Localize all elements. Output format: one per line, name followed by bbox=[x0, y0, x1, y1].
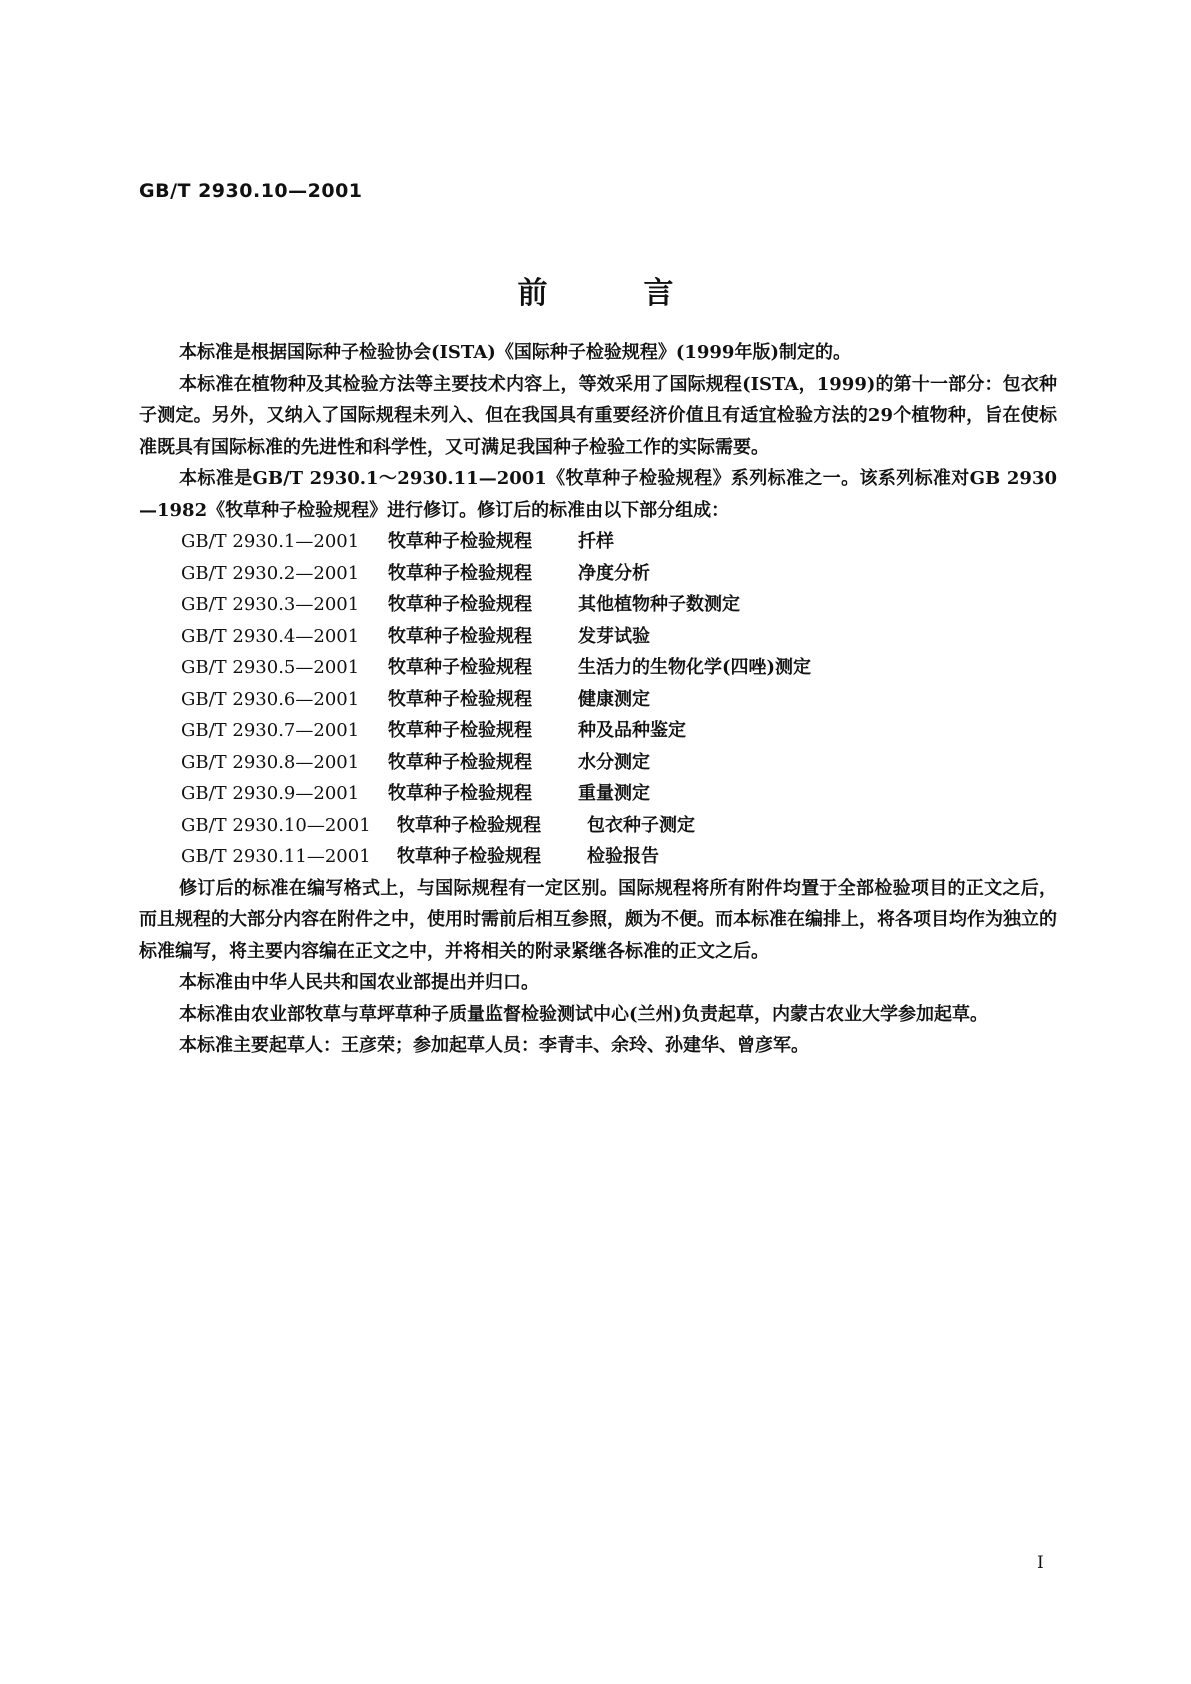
page-number: I bbox=[1037, 1553, 1044, 1573]
list-item bbox=[139, 841, 1057, 873]
part-code: GB/T 2930.5—2001 bbox=[181, 657, 360, 678]
part-series: 牧草种子检验规程 bbox=[397, 814, 541, 836]
part-name: 生活力的生物化学(四唑)测定 bbox=[578, 657, 812, 678]
list-item bbox=[139, 589, 1057, 621]
part-name: 扦样 bbox=[578, 531, 614, 552]
part-series: 牧草种子检验规程 bbox=[388, 531, 532, 552]
part-code: GB/T 2930.10—2001 bbox=[181, 814, 371, 836]
part-series: 牧草种子检验规程 bbox=[388, 783, 532, 804]
part-series: 牧草种子检验规程 bbox=[397, 846, 541, 867]
part-name: 包衣种子测定 bbox=[587, 814, 695, 836]
intro-paragraph-1: 本标准是根据国际种子检验协会(ISTA)《国际种子检验规程》(1999年版)制定的。 bbox=[179, 342, 851, 363]
list-item bbox=[139, 810, 1057, 842]
part-code: GB/T 2930.1—2001 bbox=[181, 531, 360, 552]
part-series: 牧草种子检验规程 bbox=[388, 562, 532, 584]
list-item bbox=[139, 778, 1057, 810]
closing-paragraph-1: 修订后的标准在编写格式上，与国际规程有一定区别。国际规程将所有附件均置于全部检验项目的正文之后，而且规程的大部分内容在附件之中，使用时需前后相互参照，颇为不便。而本标准在编排上，将各项目均作为独立的标准编写，将主要内容编在正文之中，并将相关的附录紧继各标准的正文之后。 bbox=[139, 877, 1057, 962]
part-name: 检验报告 bbox=[587, 846, 659, 867]
parts-list bbox=[139, 526, 1057, 873]
standard-code: GB/T 2930.10—2001 bbox=[139, 180, 363, 202]
intro-paragraph-3: 本标准是GB/T 2930.1～2930.11—2001《牧草种子检验规程》系列标准之一。该系列标准对GB 2930—1982《牧草种子检验规程》进行修订。修订后的标准由以下部分组成： bbox=[139, 468, 1057, 521]
intro-paragraph-2: 本标准在植物种及其检验方法等主要技术内容上，等效采用了国际规程(ISTA，1999)的第十一部分：包衣种子测定。另外，又纳入了国际规程未列入、但在我国具有重要经济价值且有适宜检验方法的29个植物种，旨在使标准既具有国际标准的先进性和科学性，又可满足我国种子检验工作的实际需要。 bbox=[139, 373, 1057, 458]
part-series: 牧草种子检验规程 bbox=[388, 751, 532, 773]
part-series: 牧草种子检验规程 bbox=[388, 657, 532, 678]
list-item bbox=[139, 621, 1057, 653]
page-title: 前言 bbox=[517, 276, 770, 311]
part-series: 牧草种子检验规程 bbox=[388, 594, 532, 615]
part-name: 其他植物种子数测定 bbox=[578, 594, 740, 615]
part-series: 牧草种子检验规程 bbox=[388, 625, 532, 647]
part-code: GB/T 2930.7—2001 bbox=[181, 720, 360, 741]
part-code: GB/T 2930.6—2001 bbox=[181, 688, 360, 710]
list-item bbox=[139, 526, 1057, 558]
part-series: 牧草种子检验规程 bbox=[388, 688, 532, 710]
part-series: 牧草种子检验规程 bbox=[388, 720, 532, 741]
part-code: GB/T 2930.9—2001 bbox=[181, 783, 360, 804]
part-name: 水分测定 bbox=[578, 751, 650, 773]
list-item bbox=[139, 747, 1057, 779]
list-item bbox=[139, 558, 1057, 590]
list-item bbox=[139, 652, 1057, 684]
list-item bbox=[139, 684, 1057, 716]
part-name: 重量测定 bbox=[578, 783, 650, 804]
part-code: GB/T 2930.2—2001 bbox=[181, 562, 360, 584]
part-code: GB/T 2930.8—2001 bbox=[181, 751, 360, 773]
part-code: GB/T 2930.4—2001 bbox=[181, 625, 360, 647]
part-name: 种及品种鉴定 bbox=[578, 720, 686, 741]
closing-paragraph-4: 本标准主要起草人：王彦荣；参加起草人员：李青丰、余玲、孙建华、曾彦军。 bbox=[179, 1035, 809, 1056]
list-item bbox=[139, 715, 1057, 747]
part-name: 健康测定 bbox=[578, 688, 650, 710]
part-name: 净度分析 bbox=[578, 562, 650, 584]
closing-paragraph-3: 本标准由农业部牧草与草坪草种子质量监督检验测试中心(兰州)负责起草，内蒙古农业大学参加起草。 bbox=[179, 1003, 989, 1025]
document-body bbox=[139, 337, 1057, 1062]
part-name: 发芽试验 bbox=[578, 625, 650, 647]
part-code: GB/T 2930.3—2001 bbox=[181, 594, 360, 615]
part-code: GB/T 2930.11—2001 bbox=[181, 846, 371, 867]
closing-paragraph-2: 本标准由中华人民共和国农业部提出并归口。 bbox=[179, 972, 539, 993]
